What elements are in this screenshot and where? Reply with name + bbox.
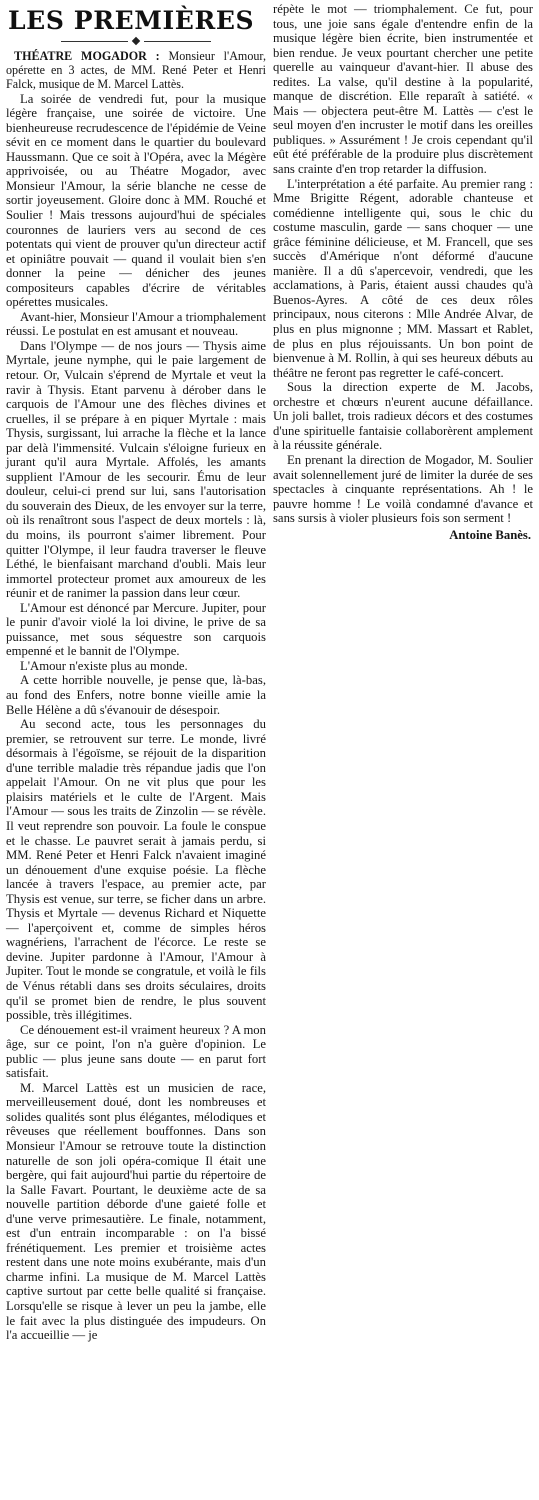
right-paragraph: répète le mot — triomphalement. Ce fut, pour tous, une joie sans égale d'entendre enfin de la musique légère bien écrite, bien instrumentée et bien rendue. Je veux pourtant chercher une petite querelle au vainqueur d'avant-hier. Il abuse des redites. La valse, qu'il destine à la popularité, manque de discrétion. Elle reparaît à satiété. « Mais — objectera peut-être M. Lattès — c'est le seul moyen d'en incruster le motif dans les oreilles publiques. » Assurément ! Je crois cependant qu'il eût été préférable de la produire plus discrètement sans crainte d'en trop retarder la diffusion. bbox=[273, 2, 533, 177]
left-paragraph: Au second acte, tous les personnages du premier, se retrouvent sur terre. Le monde, livré désormais à l'égoïsme, se réjouit de la disparition d'une terrible maladie très répandue jadis que l'on appelait l'Amour. On ne vit plus que pour les plaisirs matériels et le culte de l'Argent. Mais l'Amour — sous les traits de Zinzolin — se révèle. Il veut reprendre son pouvoir. La foule le conspue et le chasse. Le pauvret serait à jamais perdu, si MM. René Peter et Henri Falck n'avaient imaginé un dénouement d'une exquise poésie. La flèche lancée à travers l'espace, au premier acte, par Thysis est venue, sur terre, se ficher dans un arbre. Thysis et Myrtale — devenus Richard et Niquette — l'aperçoivent et, comme de simples héros wagnériens, l'arrachent de l'écorce. Le reste se devine. Jupiter pardonne à l'Amour, l'Amour à Jupiter. Tout le monde se congratule, et voilà le fils de Vénus rétabli dans ses droits séculaires, droits qu'il se promet bien de rendre, le plus souvent possible, très illégitimes. bbox=[6, 717, 266, 1023]
right-paragraph: L'interprétation a été parfaite. Au premier rang : Mme Brigitte Régent, adorable chanteuse et comédienne intelligente qui, sous le chic du costume masculin, garde — sans choquer — une grâce féminine délicieuse, et M. Francell, que ses succès d'Amérique n'ont déformé d'aucune manière. Il a dû s'apercevoir, vendredi, que les acclamations, à Paris, étaient aussi chaudes qu'à Buenos-Ayres. A côté de ces deux rôles principaux, nous citerons : Mlle Andrée Alvar, de plus en plus mignonne ; MM. Massart et Rablet, de plus en plus réjouissants. Un bon point de bienvenue à M. Rollin, à qui ses heureux débuts au théâtre ne feront pas regretter le café-concert. bbox=[273, 176, 533, 380]
left-column bbox=[6, 0, 266, 1343]
article-heading: LES PREMIÈRES bbox=[8, 6, 255, 35]
left-paragraph: La soirée de vendredi fut, pour la musique légère française, une soirée de victoire. Une bienheureuse recrudescence de l'épidémie de Veine sévit en ce moment dans le quartier du boulevard Haussmann. Que ce soit à l'Opéra, avec la Mégère apprivoisée, ou au Théatre Mogador, avec Monsieur l'Amour, la série blanche ne cesse de sortir joyeusement. Gloire donc à MM. Rouché et Soulier ! Mais tressons aujourd'hui de spéciales couronnes de lauriers vers au second de ces potentats qui vient de prouver qu'un directeur actif et opiniâtre pouvait — quand il voulait bien s'en donner la peine — dénicher des jeunes compositeurs capables d'écrire de véritables opérettes musicales. bbox=[6, 91, 266, 310]
left-paragraph: L'Amour est dénoncé par Mercure. Jupiter, pour le punir d'avoir violé la loi divine, le prive de sa puissance, met sous séquestre son carquois empenné et le bannit de l'Olympe. bbox=[6, 600, 266, 659]
left-paragraph: L'Amour n'existe plus au monde. bbox=[20, 658, 188, 673]
lead-paragraph bbox=[6, 49, 266, 92]
author-signature: Antoine Banès. bbox=[449, 527, 531, 542]
ornament-divider bbox=[61, 37, 211, 45]
left-paragraph: Ce dénouement est-il vraiment heureux ? A mon âge, sur ce point, l'on n'a guère d'opinion. Le public — plus jeune sans doute — en parut fort satisfait. bbox=[6, 1022, 266, 1081]
right-column bbox=[273, 2, 533, 542]
lead-text: Monsieur l'Amour, opérette en 3 actes, de MM. René Peter et Henri Falck, musique de M. Marcel Lattès. bbox=[6, 49, 266, 92]
left-paragraph: Avant-hier, Monsieur l'Amour a triomphalement réussi. Le postulat en est amusant et nouveau. bbox=[6, 309, 266, 339]
left-paragraph: Dans l'Olympe — de nos jours — Thysis aime Myrtale, jeune nymphe, qui le paie largement de retour. Or, Vulcain s'éprend de Myrtale et veut la ravir à Thysis. Etant parvenu à dérober dans le carquois de l'Amour une des flèches divines et cruelles, il se prépare à en piquer Myrtale : mais Thysis, surgissant, lui arrache la flèche et la lance par delà l'immensité. Vulcain s'éloigne furieux en jurant qu'il aura Myrtale. Affolés, les amants supplient l'Amour de les secourir. Ému de leur douleur, celui-ci prend sur lui, sans l'autorisation du souverain des Dieux, de les envoyer sur la terre, où ils renaîtront sous l'aspect de deux mortels : là, du moins, ils pourront s'aimer librement. Pour quitter l'Olympe, il leur faudra traverser le fleuve Léthé, le bienfaisant marchand d'oubli. Mais leur immortel protecteur promet aux amoureux de les réunir et de ranimer la passion dans leur cœur. bbox=[6, 338, 266, 601]
right-paragraph: Sous la direction experte de M. Jacobs, orchestre et chœurs n'eurent aucune défaillance. Un joli ballet, trois radieux décors et des costumes d'une spirituelle fantaisie collaborèrent amplement à la réussite générale. bbox=[273, 380, 533, 453]
right-paragraph: En prenant la direction de Mogador, M. Soulier avait solennellement juré de limiter la durée de ses spectacles à cinquante représentations. Ah ! le pauvre homme ! Le voilà condamné d'avance et sans sursis à violer plusieurs fois son serment ! bbox=[273, 452, 533, 526]
left-paragraph: M. Marcel Lattès est un musicien de race, merveilleusement doué, dont les nombreuses et solides qualités sont plus élégantes, mélodiques et rêveuses que réellement bouffonnes. Dans son Monsieur l'Amour se retrouve toute la distinction naturelle de son joli opéra-comique Il était une bergère, qui fait aujourd'hui partie du répertoire de la Salle Favart. Pourtant, le deuxième acte de sa nouvelle partition déborde d'une gaieté folle et d'une verve primesautière. Le finale, notamment, est d'un entrain incomparable : on l'a bissé frénétiquement. Les premier et troisième actes restent dans une note moins exubérante, mais d'un charme infini. La musique de M. Marcel Lattès captive surtout par cette belle qualité si française. Lorsqu'elle se risque à lever un peu la jambe, elle le fait avec la plus distinguée des impudeurs. On l'a accueillie — je bbox=[6, 1080, 266, 1343]
venue-name: THÉATRE MOGADOR : bbox=[14, 49, 160, 63]
left-paragraph: A cette horrible nouvelle, je pense que, là-bas, au fond des Enfers, notre bonne vieille amie la Belle Hélène a dû s'évanouir de désespoir. bbox=[6, 673, 266, 717]
